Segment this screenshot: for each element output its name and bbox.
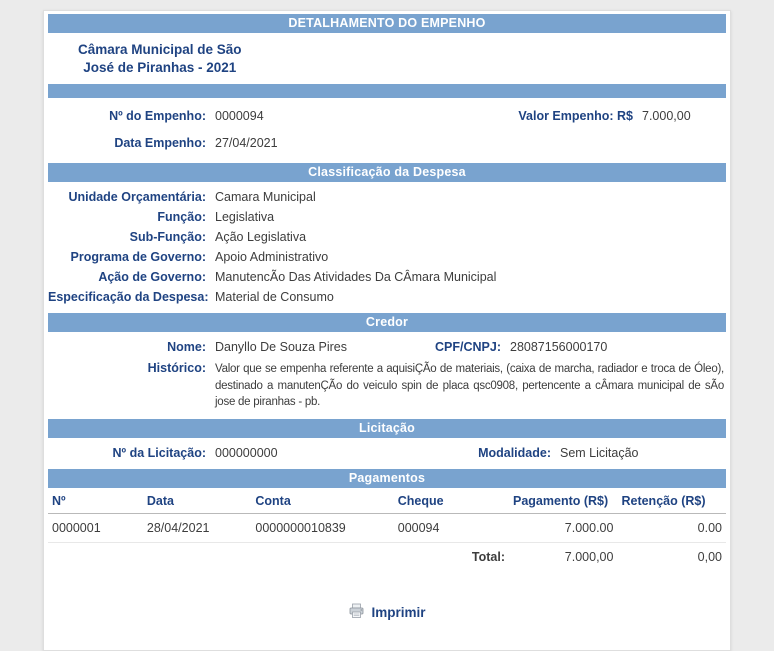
- classificacao-row: [48, 247, 726, 267]
- total-pagamento: 7.000,00: [564, 550, 614, 565]
- licitacao-numero-value: 000000000: [215, 446, 278, 461]
- credor-historico-row: [48, 357, 726, 413]
- pagamento-numero: 0000001: [48, 514, 143, 543]
- classificacao-row: [48, 227, 726, 247]
- col-header-cheque: Cheque: [394, 489, 509, 514]
- col-header-conta: Conta: [251, 489, 393, 514]
- empenho-numero-row: [48, 103, 726, 130]
- classificacao-row-value: ManutencÃo Das Atividades Da CÂmara Municipal: [215, 270, 497, 285]
- classificacao-row: [48, 207, 726, 227]
- pagamentos-header-row: [48, 489, 726, 514]
- classificacao-row-label: Unidade Orçamentária:: [68, 190, 206, 205]
- pagamento-retencao: 0.00: [617, 514, 726, 543]
- col-header-retencao: Retenção (R$): [617, 489, 726, 514]
- classificacao-row-label: Programa de Governo:: [70, 250, 206, 265]
- empenho-section: [48, 98, 726, 163]
- pagamento-conta: 0000000010839: [251, 514, 393, 543]
- classificacao-row-value: Material de Consumo: [215, 290, 334, 305]
- empenho-numero-value: 0000094: [215, 109, 264, 124]
- classificacao-row-label: Função:: [157, 210, 206, 225]
- classificacao-row-label: Especificação da Despesa:: [48, 290, 209, 305]
- credor-section: [48, 332, 726, 419]
- imprimir-button[interactable]: [348, 603, 425, 622]
- empenho-data-label: Data Empenho:: [114, 136, 206, 151]
- entity-title-line2: José de Piranhas - 2021: [83, 59, 237, 75]
- classificacao-row: [48, 267, 726, 287]
- empenho-valor-label: Valor Empenho: R$: [518, 109, 633, 124]
- classificacao-row-label: Ação de Governo:: [98, 270, 206, 285]
- pagamento-row: [48, 514, 726, 543]
- classificacao-row-value: Apoio Administrativo: [215, 250, 329, 265]
- col-header-data: Data: [143, 489, 251, 514]
- classificacao-section: [48, 182, 726, 313]
- credor-cpf-value: 28087156000170: [510, 340, 608, 355]
- col-header-pagamento: Pagamento (R$): [509, 489, 617, 514]
- pagamento-valor: 7.000.00: [509, 514, 617, 543]
- total-retencao: 0,00: [697, 550, 722, 565]
- classificacao-header: Classificação da Despesa: [48, 163, 726, 182]
- imprimir-label: Imprimir: [371, 605, 426, 621]
- total-label: Total:: [471, 550, 505, 565]
- licitacao-numero-label: Nº da Licitação:: [112, 446, 206, 461]
- licitacao-header: Licitação: [48, 419, 726, 438]
- credor-cpf-label: CPF/CNPJ:: [435, 340, 501, 355]
- empenho-data-row: [48, 130, 726, 157]
- classificacao-row-label: Sub-Função:: [129, 230, 206, 245]
- classificacao-row: [48, 287, 726, 307]
- empenho-valor-value: 7.000,00: [642, 109, 691, 124]
- licitacao-row: [48, 443, 726, 463]
- classificacao-row-value: Ação Legislativa: [215, 230, 307, 245]
- licitacao-modalidade-value: Sem Licitação: [560, 446, 639, 461]
- credor-header: Credor: [48, 313, 726, 332]
- entity-title-line1: Câmara Municipal de São: [78, 42, 242, 57]
- pagamentos-total-row: [48, 543, 726, 572]
- pagamentos-header: Pagamentos: [48, 469, 726, 488]
- pagamento-data: 28/04/2021: [143, 514, 251, 543]
- empenho-data-value: 27/04/2021: [215, 136, 278, 151]
- entity-title: [48, 33, 726, 84]
- pagamentos-table: [48, 489, 726, 571]
- classificacao-row-value: Legislativa: [215, 210, 275, 225]
- pagamento-cheque: 000094: [394, 514, 509, 543]
- credor-historico-label: Histórico:: [147, 361, 206, 376]
- col-header-numero: Nº: [48, 489, 143, 514]
- credor-nome-value: Danyllo De Souza Pires: [215, 340, 348, 355]
- credor-nome-row: [48, 337, 726, 357]
- empenho-numero-label: Nº do Empenho:: [109, 109, 206, 124]
- classificacao-row: [48, 187, 726, 207]
- divider-bar: [48, 84, 726, 98]
- licitacao-modalidade-label: Modalidade:: [478, 446, 551, 461]
- licitacao-section: [48, 438, 726, 469]
- credor-historico-value: Valor que se empenha referente a aquisiÇÃo de materiais, (caixa de marcha, radiador e troca de Óleo), destinado a manutenÇÃo do veiculo spin de placa qsc0908, pertencente a cÂmara municipal de sÃo jose de piranhas - pb.: [215, 363, 724, 409]
- classificacao-row-value: Camara Municipal: [215, 190, 316, 205]
- print-area: [48, 603, 726, 624]
- page-title: DETALHAMENTO DO EMPENHO: [48, 14, 726, 33]
- printer-icon: [348, 603, 365, 622]
- credor-nome-label: Nome:: [167, 340, 206, 355]
- detail-panel: [43, 10, 731, 651]
